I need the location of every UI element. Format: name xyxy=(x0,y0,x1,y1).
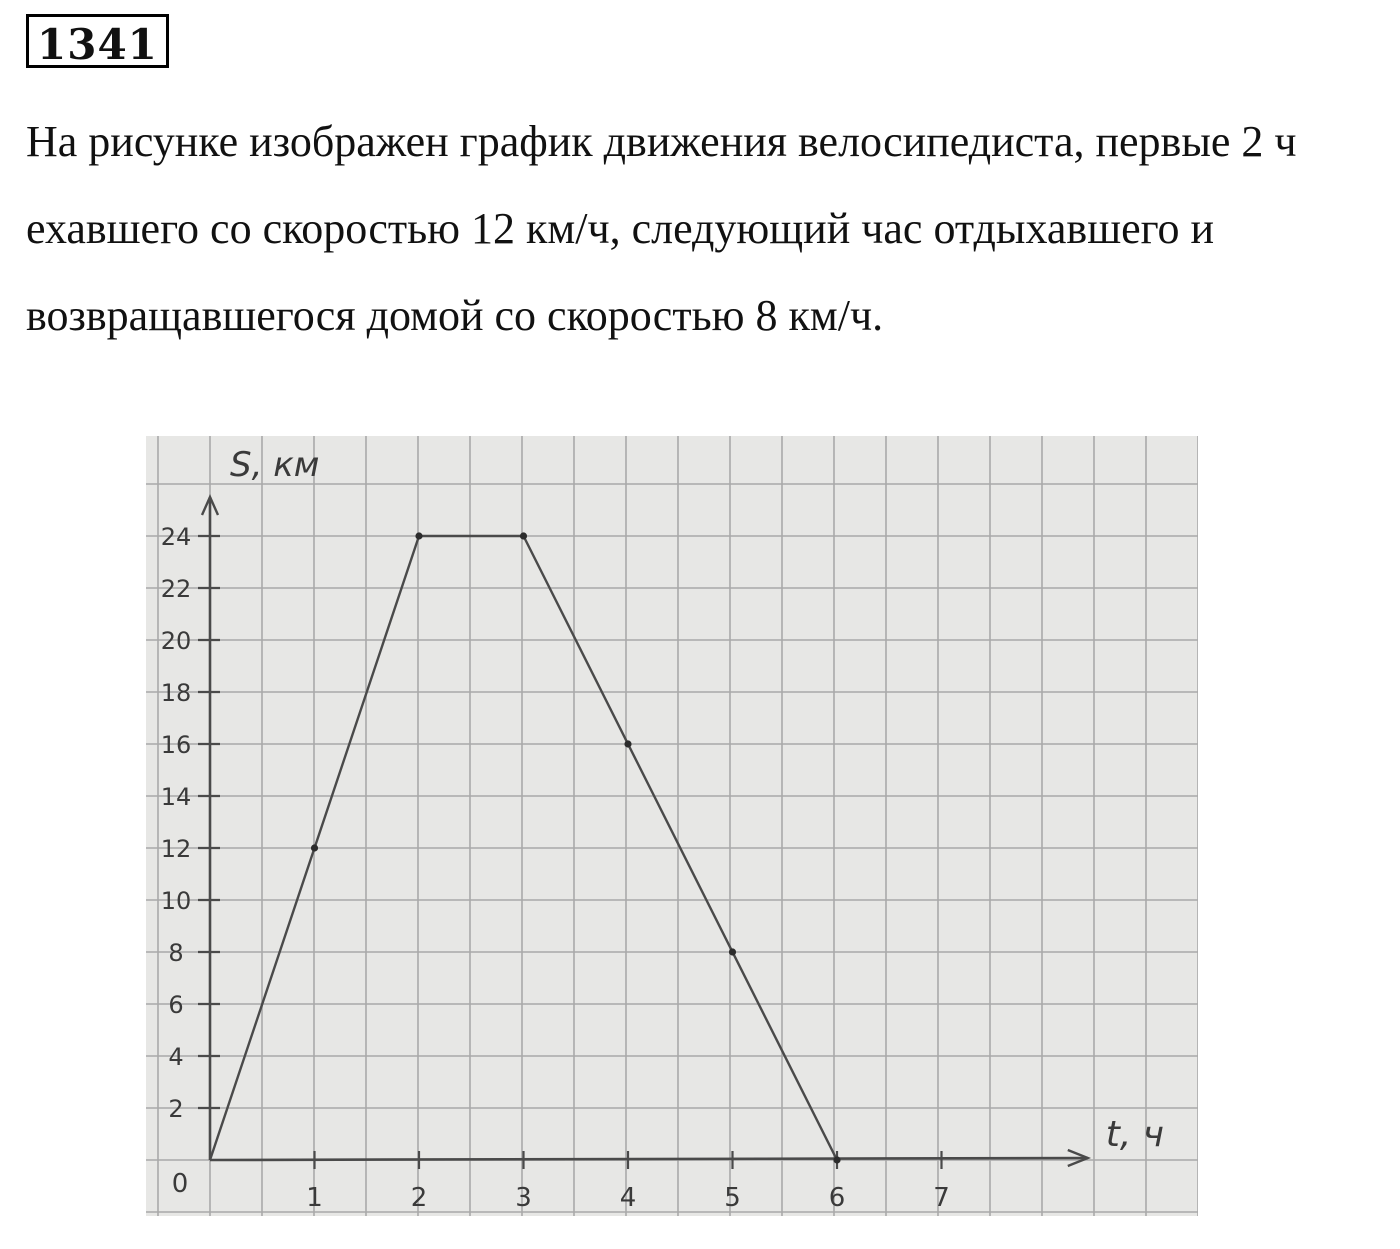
x-tick-label: 4 xyxy=(619,1183,637,1213)
y-tick-label: 24 xyxy=(160,523,192,551)
y-tick-label: 10 xyxy=(160,887,192,915)
y-tick-label: 18 xyxy=(160,679,192,707)
origin-label: 0 xyxy=(171,1169,189,1199)
problem-statement: На рисунке изображен график движения велосипедиста, первые 2 ч ехавшего со скоростью 12 км/ч, следующий час отдыхавшего и возвращавшегося домой со скоростью 8 км/ч. xyxy=(26,117,1297,340)
chart-svg xyxy=(146,436,1198,1216)
x-tick-label: 2 xyxy=(410,1183,428,1213)
y-tick-label: 8 xyxy=(168,939,184,967)
x-tick-label: 7 xyxy=(933,1183,950,1213)
data-point xyxy=(833,1156,840,1163)
x-tick-label: 6 xyxy=(828,1183,846,1213)
y-axis-label: S, км xyxy=(230,445,320,485)
y-tick-label: 16 xyxy=(160,731,192,759)
y-tick-label: 20 xyxy=(160,627,192,655)
data-point xyxy=(415,532,422,539)
y-tick-label: 2 xyxy=(168,1095,184,1123)
y-tick-label: 12 xyxy=(160,835,192,863)
y-tick-label: 22 xyxy=(160,575,192,603)
data-point xyxy=(624,740,631,747)
chart-paper xyxy=(146,436,1198,1216)
distance-time-chart xyxy=(146,436,1198,1216)
data-point xyxy=(729,948,736,955)
x-tick-label: 3 xyxy=(515,1183,532,1213)
x-tick-label: 1 xyxy=(306,1183,323,1213)
y-tick-label: 6 xyxy=(168,991,184,1019)
y-tick-label: 4 xyxy=(168,1043,184,1071)
x-tick-label: 5 xyxy=(724,1183,741,1213)
x-axis-label: t, ч xyxy=(1105,1114,1165,1155)
data-point xyxy=(311,844,318,851)
problem-number: 1341 xyxy=(26,14,169,68)
y-tick-label: 14 xyxy=(160,783,192,811)
data-point xyxy=(520,532,527,539)
